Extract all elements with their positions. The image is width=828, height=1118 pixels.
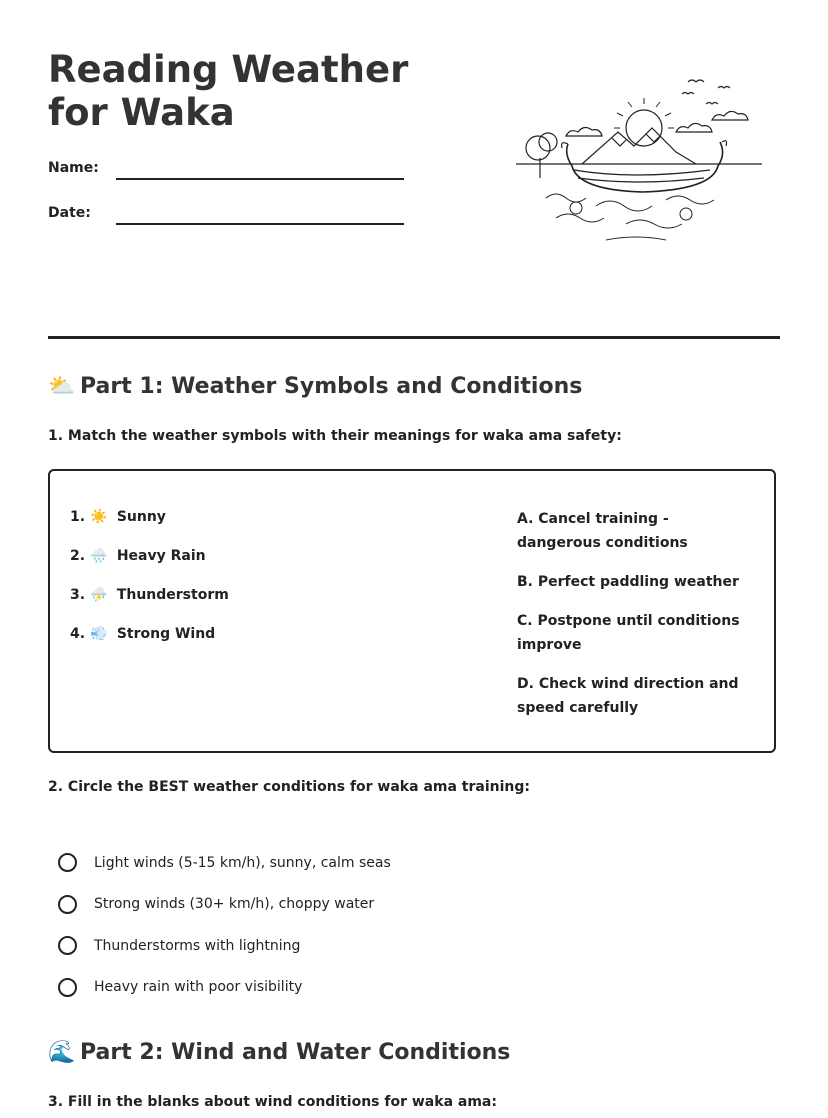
page-title: Reading Weather for Waka [48,48,409,134]
list-item: D. Check wind direction and speed carefully [517,676,739,716]
part2-heading [48,1040,510,1065]
worksheet-header [48,48,468,134]
sun-behind-cloud-icon: ⛅ [48,374,76,399]
question-1: 1. Match the weather symbols with their meanings for waka ama safety: [48,428,622,444]
meaning-list [517,507,757,735]
symbol-list [70,507,450,663]
part1-heading [48,374,582,399]
list-item: B. Perfect paddling weather [517,574,739,590]
part2-title: Part 2: Wind and Water Conditions [80,1040,511,1065]
list-item: 2. 🌧️ Heavy Rain [70,548,206,564]
part1-title: Part 1: Weather Symbols and Conditions [80,374,583,399]
radio-circle[interactable] [58,978,77,997]
waka-illustration-icon [516,74,766,250]
date-label: Date: [48,205,91,221]
question-3: 3. Fill in the blanks about wind conditions for waka ama: [48,1094,497,1110]
matching-box [48,469,776,753]
list-item: C. Postpone until conditions improve [517,613,740,653]
option-item[interactable]: Heavy rain with poor visibility [58,967,391,1009]
name-field[interactable] [116,164,404,180]
thunderstorm-icon: ⛈️ [89,587,108,603]
option-list [58,842,391,1008]
list-item: 4. 💨 Strong Wind [70,626,216,642]
list-item: A. Cancel training - dangerous conditions [517,511,688,551]
section-divider [48,336,780,339]
list-item: 1. ☀️ Sunny [70,509,166,525]
date-field-row [48,205,404,221]
sun-icon: ☀️ [89,509,108,525]
name-label: Name: [48,160,99,176]
option-item[interactable]: Strong winds (30+ km/h), choppy water [58,884,391,926]
radio-circle[interactable] [58,853,77,872]
wind-icon: 💨 [89,626,108,642]
name-field-row [48,160,404,176]
option-item[interactable]: Thunderstorms with lightning [58,925,391,967]
date-field[interactable] [116,209,404,225]
question-2: 2. Circle the BEST weather conditions for waka ama training: [48,779,530,795]
rain-cloud-icon: 🌧️ [89,548,108,564]
wave-icon: 🌊 [48,1040,76,1065]
list-item: 3. ⛈️ Thunderstorm [70,587,229,603]
radio-circle[interactable] [58,936,77,955]
option-item[interactable]: Light winds (5-15 km/h), sunny, calm seas [58,842,391,884]
radio-circle[interactable] [58,895,77,914]
